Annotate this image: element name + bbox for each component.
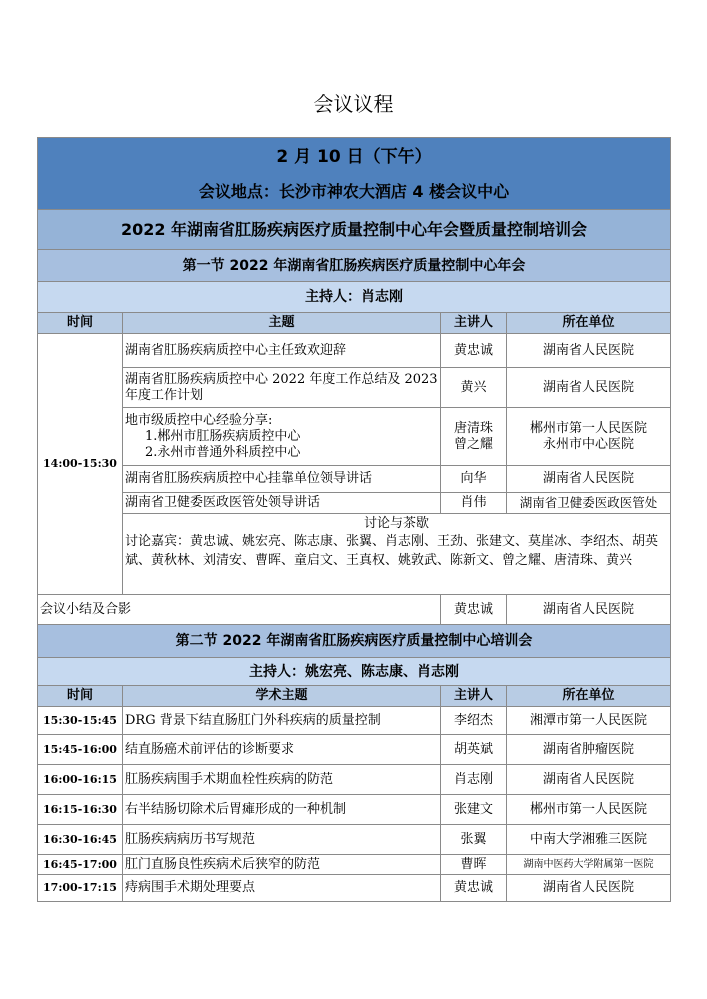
section1-title-row (38, 250, 671, 282)
time-cell: 16:00-16:15 (38, 765, 123, 795)
unit-cell: 湖南省人民医院 (507, 765, 671, 795)
unit-cell: 湖南省人民医院 (507, 368, 671, 408)
agenda-date: 2 月 10 日（下午） (38, 138, 671, 176)
unit-cell: 湖南中医药大学附属第一医院 (507, 855, 671, 875)
topic-line: 2.永州市普通外科质控中心 (145, 444, 301, 460)
table-row (38, 408, 671, 466)
header-speaker: 主讲人 (441, 313, 507, 334)
discussion-row (38, 514, 671, 595)
topic-cell: 湖南省肛肠疾病质控中心 2022 年度工作总结及 2023 年度工作计划 (123, 368, 441, 408)
speaker-cell: 张建文 (441, 795, 507, 825)
speaker-cell: 黄兴 (441, 368, 507, 408)
speaker-cell: 黄忠诚 (441, 875, 507, 902)
agenda-table (37, 137, 671, 902)
agenda-venue: 会议地点：长沙市神农大酒店 4 楼会议中心 (38, 176, 671, 210)
speaker-cell: 曹晖 (441, 855, 507, 875)
speaker-cell: 肖志刚 (441, 765, 507, 795)
speaker-cell (441, 408, 507, 466)
unit-cell: 郴州市第一人民医院 (507, 795, 671, 825)
header-time: 时间 (38, 686, 123, 707)
section1-host-row (38, 282, 671, 313)
table-row (38, 466, 671, 493)
section2-host-row (38, 658, 671, 686)
page-title: 会议议程 (313, 92, 394, 116)
unit-cell: 湖南省人民医院 (507, 466, 671, 493)
table-row (38, 875, 671, 902)
table-row (38, 595, 671, 625)
venue-row (38, 176, 671, 210)
section2-host: 主持人：姚宏亮、陈志康、肖志刚 (38, 658, 671, 686)
speaker-cell: 张翼 (441, 825, 507, 855)
discussion-cell (123, 514, 671, 595)
speaker-cell: 肖伟 (441, 493, 507, 514)
unit-cell: 湖南省人民医院 (507, 334, 671, 368)
topic-cell: 结直肠癌术前评估的诊断要求 (123, 735, 441, 765)
section1-header-row (38, 313, 671, 334)
speaker-cell: 李绍杰 (441, 707, 507, 735)
discussion-title: 讨论与茶歇 (363, 516, 429, 531)
topic-cell: 肛门直肠良性疾病术后狭窄的防范 (123, 855, 441, 875)
topic-cell: 湖南省肛肠疾病质控中心主任致欢迎辞 (123, 334, 441, 368)
topic-line: 1.郴州市肛肠疾病质控中心 (145, 428, 301, 444)
unit-cell (507, 408, 671, 466)
unit-line: 郴州市第一人民医院 (529, 420, 647, 436)
header-unit: 所在单位 (507, 686, 671, 707)
event-title: 2022 年湖南省肛肠疾病医疗质量控制中心年会暨质量控制培训会 (38, 210, 671, 250)
table-row (38, 735, 671, 765)
table-row (38, 795, 671, 825)
topic-cell: 湖南省肛肠疾病质控中心挂靠单位领导讲话 (123, 466, 441, 493)
speaker-cell: 黄忠诚 (441, 334, 507, 368)
unit-cell: 湘潭市第一人民医院 (507, 707, 671, 735)
speaker-line: 曾之耀 (453, 436, 493, 452)
table-row (38, 765, 671, 795)
event-row (38, 210, 671, 250)
unit-cell: 湖南省人民医院 (507, 595, 671, 625)
table-row (38, 334, 671, 368)
table-row (38, 368, 671, 408)
header-topic: 主题 (123, 313, 441, 334)
topic-cell: DRG 背景下结直肠肛门外科疾病的质量控制 (123, 707, 441, 735)
time-cell: 16:45-17:00 (38, 855, 123, 875)
topic-cell: 肛肠疾病病历书写规范 (123, 825, 441, 855)
session1-time: 14:00-15:30 (38, 334, 123, 595)
section1-host: 主持人：肖志刚 (38, 282, 671, 313)
speaker-cell: 胡英斌 (441, 735, 507, 765)
topic-cell: 会议小结及合影 (38, 595, 441, 625)
speaker-line: 唐清珠 (453, 420, 493, 436)
time-cell: 17:00-17:15 (38, 875, 123, 902)
table-row (38, 707, 671, 735)
header-time: 时间 (38, 313, 123, 334)
unit-cell: 湖南省人民医院 (507, 875, 671, 902)
table-row (38, 493, 671, 514)
time-cell: 15:45-16:00 (38, 735, 123, 765)
section2-title-row (38, 625, 671, 658)
speaker-cell: 向华 (441, 466, 507, 493)
unit-cell: 中南大学湘雅三医院 (507, 825, 671, 855)
time-cell: 16:30-16:45 (38, 825, 123, 855)
section1-title: 第一节 2022 年湖南省肛肠疾病医疗质量控制中心年会 (38, 250, 671, 282)
unit-cell: 湖南省卫健委医政医管处 (507, 493, 671, 514)
discussion-guests: 讨论嘉宾：黄忠诚、姚宏亮、陈志康、张翼、肖志刚、王劲、张建文、莫崖冰、李绍杰、胡英斌、黄秋林、刘清安、曹晖、童启文、王真权、姚敦武、陈新文、曾之耀、唐清珠、黄兴 (125, 534, 659, 568)
topic-cell: 湖南省卫健委医政医管处领导讲话 (123, 493, 441, 514)
header-unit: 所在单位 (507, 313, 671, 334)
table-row (38, 855, 671, 875)
unit-cell: 湖南省肿瘤医院 (507, 735, 671, 765)
speaker-cell: 黄忠诚 (441, 595, 507, 625)
topic-cell: 肛肠疾病围手术期血栓性疾病的防范 (123, 765, 441, 795)
topic-line: 地市级质控中心经验分享: (125, 412, 273, 428)
time-cell: 15:30-15:45 (38, 707, 123, 735)
header-topic: 学术主题 (123, 686, 441, 707)
topic-cell (123, 408, 441, 466)
table-row (38, 825, 671, 855)
topic-cell: 痔病围手术期处理要点 (123, 875, 441, 902)
unit-line: 永州市中心医院 (542, 436, 634, 452)
date-row (38, 138, 671, 176)
header-speaker: 主讲人 (441, 686, 507, 707)
time-cell: 16:15-16:30 (38, 795, 123, 825)
topic-cell: 右半结肠切除术后胃瘫形成的一种机制 (123, 795, 441, 825)
section2-title: 第二节 2022 年湖南省肛肠疾病医疗质量控制中心培训会 (38, 625, 671, 658)
section2-header-row (38, 686, 671, 707)
